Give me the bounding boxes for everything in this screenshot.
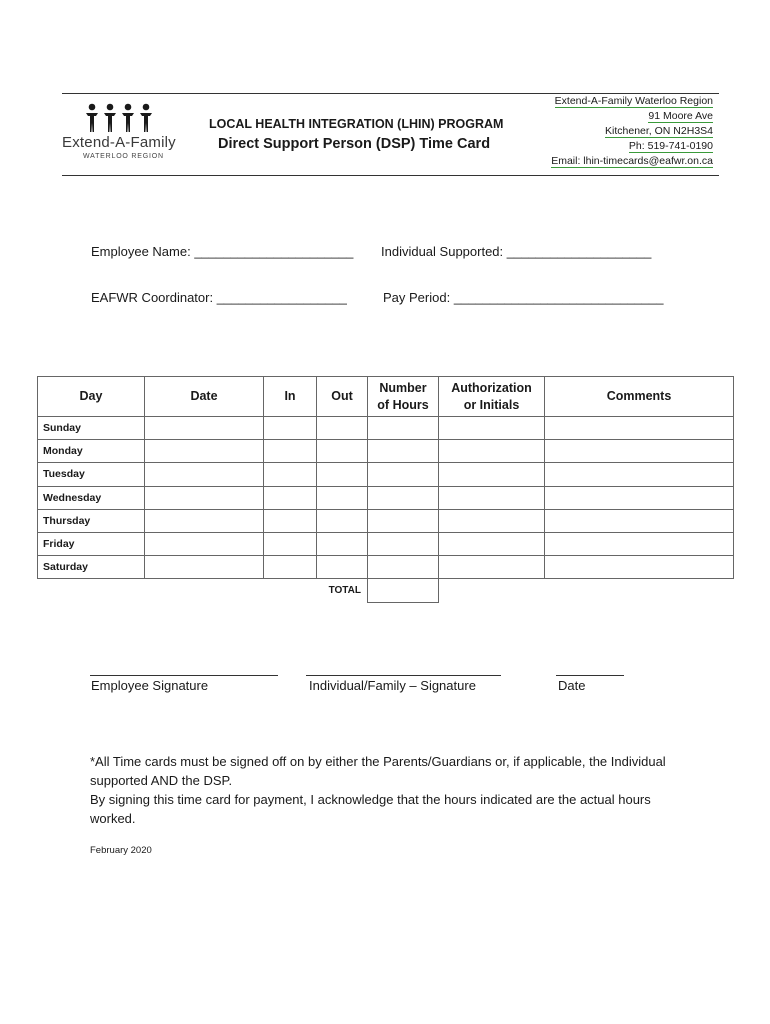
date-cell[interactable] [145,532,264,555]
day-label: Friday [38,532,145,555]
day-label: Monday [38,440,145,463]
out-cell[interactable] [317,532,368,555]
hours-cell[interactable] [368,509,439,532]
authorization-cell[interactable] [439,417,545,440]
day-label: Tuesday [38,463,145,486]
date-cell[interactable] [145,509,264,532]
note-acknowledge: By signing this time card for payment, I acknowledge that the hours indicated are the actual hours worked. [90,792,651,826]
col-hours: Number of Hours [368,377,439,417]
out-cell[interactable] [317,463,368,486]
comments-cell[interactable] [545,440,734,463]
date-cell[interactable] [145,463,264,486]
out-cell[interactable] [317,440,368,463]
header-bottom-rule [62,175,719,176]
hours-cell[interactable] [368,440,439,463]
col-out: Out [317,377,368,417]
out-cell[interactable] [317,486,368,509]
logo [62,102,177,162]
date-cell[interactable] [145,556,264,579]
individual-supported-field[interactable]: Individual Supported: ____________________ [381,244,652,259]
hours-cell[interactable] [368,556,439,579]
out-cell[interactable] [317,509,368,532]
hours-cell[interactable] [368,532,439,555]
coordinator-field[interactable]: EAFWR Coordinator: __________________ [91,290,347,305]
header-top-rule [62,93,719,94]
comments-cell[interactable] [545,532,734,555]
day-label: Saturday [38,556,145,579]
in-cell[interactable] [264,532,317,555]
hours-cell[interactable] [368,463,439,486]
logo-subtitle: WATERLOO REGION [83,153,164,160]
family-figures-icon [84,102,154,134]
date-cell[interactable] [145,440,264,463]
address-city: Kitchener, ON N2H3S4 [605,125,713,137]
hours-cell[interactable] [368,486,439,509]
date-cell[interactable] [145,417,264,440]
authorization-cell[interactable] [439,556,545,579]
authorization-cell[interactable] [439,440,545,463]
authorization-cell[interactable] [439,532,545,555]
authorization-cell[interactable] [439,463,545,486]
in-cell[interactable] [264,463,317,486]
table-row [38,440,734,463]
program-title: LOCAL HEALTH INTEGRATION (LHIN) PROGRAM [209,117,504,131]
table-row [38,417,734,440]
logo-name: Extend-A-Family [62,134,176,151]
table-row [38,556,734,579]
authorization-cell[interactable] [439,486,545,509]
total-hours-cell[interactable] [368,579,439,602]
col-in: In [264,377,317,417]
in-cell[interactable] [264,486,317,509]
employee-signature-line[interactable] [90,675,278,676]
address-street: 91 Moore Ave [648,110,713,122]
page-title: Direct Support Person (DSP) Time Card [218,136,491,152]
date-signature-line[interactable] [556,675,624,676]
employee-signature-label: Employee Signature [91,678,209,693]
comments-cell[interactable] [545,417,734,440]
total-label: TOTAL [328,585,361,597]
table-row [38,532,734,555]
table-row [38,509,734,532]
col-authorization: Authorization or Initials [439,377,545,417]
col-date: Date [145,377,264,417]
comments-cell[interactable] [545,509,734,532]
comments-cell[interactable] [545,486,734,509]
table-row [38,486,734,509]
family-signature-label: Individual/Family – Signature [309,678,476,693]
address-email[interactable]: Email: lhin-timecards@eafwr.on.ca [551,155,713,167]
authorization-cell[interactable] [439,509,545,532]
address-phone: Ph: 519-741-0190 [628,140,713,152]
col-day: Day [38,377,145,417]
address-org: Extend-A-Family Waterloo Region [554,95,713,107]
date-cell[interactable] [145,486,264,509]
comments-cell[interactable] [545,556,734,579]
hours-cell[interactable] [368,417,439,440]
total-row [38,579,734,602]
out-cell[interactable] [317,417,368,440]
day-label: Sunday [38,417,145,440]
time-card-table [37,376,734,603]
table-row [38,463,734,486]
in-cell[interactable] [264,440,317,463]
note-signoff: *All Time cards must be signed off on by either the Parents/Guardians or, if applicable, the Individual supported AND the DSP. [90,754,666,788]
pay-period-field[interactable]: Pay Period: _____________________________ [383,290,664,305]
date-signature-label: Date [558,678,586,693]
col-comments: Comments [545,377,734,417]
notes [90,752,670,828]
footer-date: February 2020 [90,845,152,856]
in-cell[interactable] [264,509,317,532]
out-cell[interactable] [317,556,368,579]
day-label: Thursday [38,509,145,532]
in-cell[interactable] [264,417,317,440]
employee-name-field[interactable]: Employee Name: ______________________ [91,244,354,259]
family-signature-line[interactable] [306,675,501,676]
in-cell[interactable] [264,556,317,579]
table-header-row [38,377,734,417]
comments-cell[interactable] [545,463,734,486]
day-label: Wednesday [38,486,145,509]
